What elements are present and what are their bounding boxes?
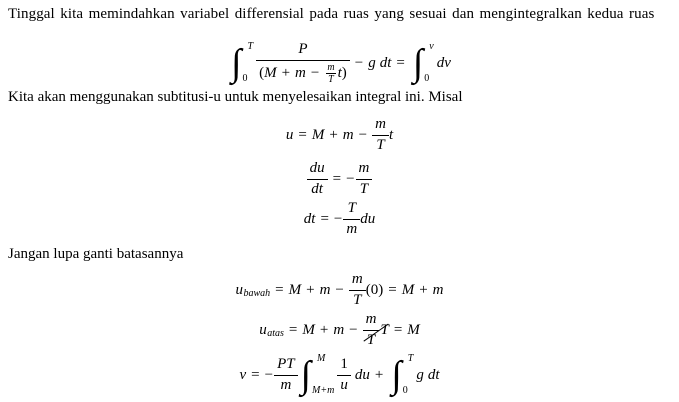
op-minus: −	[349, 321, 358, 338]
fraction-T-over-m	[343, 200, 360, 238]
differential-dt: dt	[427, 366, 440, 383]
var-M: M	[288, 281, 302, 298]
integral-sign: ∫	[412, 41, 424, 84]
var-t: t	[388, 126, 394, 143]
equation-v-result	[0, 351, 679, 399]
open-paren: (	[259, 64, 265, 81]
integral-right	[413, 42, 434, 84]
denominator: m	[346, 220, 358, 237]
op-equals: =	[251, 366, 260, 383]
op-plus: +	[374, 366, 384, 383]
subscript-bawah: bawah	[243, 288, 271, 299]
lower-limit: 0	[424, 73, 430, 84]
denominator: u	[340, 376, 348, 393]
op-equals: =	[275, 281, 284, 298]
var-u: u	[259, 321, 267, 338]
var-m: m	[333, 321, 345, 338]
var-u: u	[285, 126, 294, 143]
numerator: du	[307, 160, 328, 179]
op-minus: −	[358, 126, 368, 143]
numerator: m	[356, 160, 373, 179]
op-plus: +	[329, 126, 338, 143]
paragraph-intro: Tinggal kita memindahkan variabel differensial pada ruas yang sesuai dan mengintegralkan kedua ruas	[8, 6, 655, 22]
var-M: M	[264, 64, 277, 81]
differential-du: du	[354, 366, 370, 383]
numerator: PT	[274, 356, 298, 375]
op-minus: −	[264, 366, 274, 383]
numerator: m	[363, 311, 380, 330]
fraction-m-over-T	[372, 116, 389, 154]
op-equals: =	[320, 210, 329, 227]
denominator: T	[359, 180, 369, 197]
integral-limits	[312, 354, 334, 396]
op-equals: =	[388, 281, 397, 298]
var-v: v	[239, 366, 247, 383]
op-plus: +	[419, 281, 428, 298]
equation-dt	[0, 198, 679, 240]
denominator	[256, 61, 350, 85]
fraction-1-over-u	[337, 356, 351, 394]
integral-sign: ∫	[300, 353, 312, 396]
paren-zero: (0)	[365, 281, 384, 298]
integral-limits	[403, 354, 414, 396]
op-equals: =	[396, 54, 405, 71]
integral-u	[301, 354, 335, 396]
denominator: m	[280, 376, 292, 393]
var-M: M	[302, 321, 315, 338]
numerator-P: P	[256, 41, 350, 60]
var-m: m	[432, 281, 444, 298]
integral-t	[391, 354, 413, 396]
lower-limit: 0	[242, 73, 248, 84]
small-numerator: m	[327, 61, 335, 73]
upper-limit: M	[317, 353, 326, 364]
integral-sign: ∫	[231, 41, 242, 84]
paragraph-substitution: Kita akan menggunakan subtitusi-u untuk menyelesaikan integral ini. Misal	[8, 89, 463, 105]
op-minus: −	[346, 170, 355, 187]
var-t: t	[337, 64, 342, 81]
fraction-PT-over-m	[274, 356, 298, 394]
equation-integrate-both-sides	[0, 36, 679, 90]
op-equals: =	[288, 321, 298, 338]
denominator-cancelled: T	[366, 331, 376, 348]
var-M: M	[407, 321, 420, 338]
var-m: m	[295, 64, 306, 81]
small-denominator: T	[328, 73, 334, 85]
subscript-atas: atas	[267, 328, 284, 339]
numerator: m	[372, 116, 389, 135]
var-g: g	[368, 54, 376, 71]
integral-left	[231, 42, 253, 84]
differential-dt: dt	[379, 54, 392, 71]
lower-limit: 0	[402, 385, 408, 396]
numerator: T	[343, 200, 360, 219]
var-g: g	[416, 366, 424, 383]
differential-du: du	[360, 210, 376, 227]
var-m: m	[342, 126, 354, 143]
numerator: m	[349, 271, 366, 290]
op-plus: +	[281, 64, 291, 81]
cancelled-group	[363, 311, 389, 349]
op-minus: −	[335, 281, 344, 298]
op-plus: +	[306, 281, 315, 298]
integral-sign: ∫	[391, 353, 402, 396]
var-M: M	[311, 126, 325, 143]
fraction-m-over-T	[356, 160, 373, 198]
var-m: m	[319, 281, 331, 298]
numerator: 1	[337, 356, 351, 375]
close-paren: )	[341, 64, 347, 81]
upper-limit: T	[407, 353, 414, 364]
var-M: M	[401, 281, 415, 298]
equation-u-definition	[0, 114, 679, 156]
op-equals: =	[332, 170, 342, 187]
fraction-m-over-T	[326, 62, 335, 85]
denominator: T	[376, 136, 385, 153]
upper-limit: v	[429, 41, 434, 52]
op-minus: −	[310, 64, 320, 81]
op-equals: =	[298, 126, 307, 143]
integral-limits	[424, 42, 433, 84]
fraction-main	[256, 41, 350, 84]
op-minus: −	[354, 54, 364, 71]
paragraph-bounds: Jangan lupa ganti batasannya	[8, 246, 184, 262]
equation-u-upper-bound	[0, 309, 679, 351]
fraction-m-over-T	[349, 271, 366, 309]
op-minus: −	[333, 210, 343, 227]
upper-limit: T	[247, 41, 254, 52]
op-equals: =	[393, 321, 403, 338]
op-plus: +	[319, 321, 329, 338]
denominator: dt	[311, 180, 323, 197]
equation-u-lower-bound	[0, 269, 679, 311]
differential-dv: dv	[436, 54, 451, 71]
denominator: T	[353, 291, 362, 308]
equation-du-dt	[0, 158, 679, 200]
var-T-cancelled: T	[380, 321, 389, 338]
var-u: u	[235, 281, 243, 298]
lower-limit: M+m	[312, 385, 335, 396]
fraction-du-over-dt	[307, 160, 328, 198]
differential-dt: dt	[303, 210, 316, 227]
integral-limits	[243, 42, 254, 84]
